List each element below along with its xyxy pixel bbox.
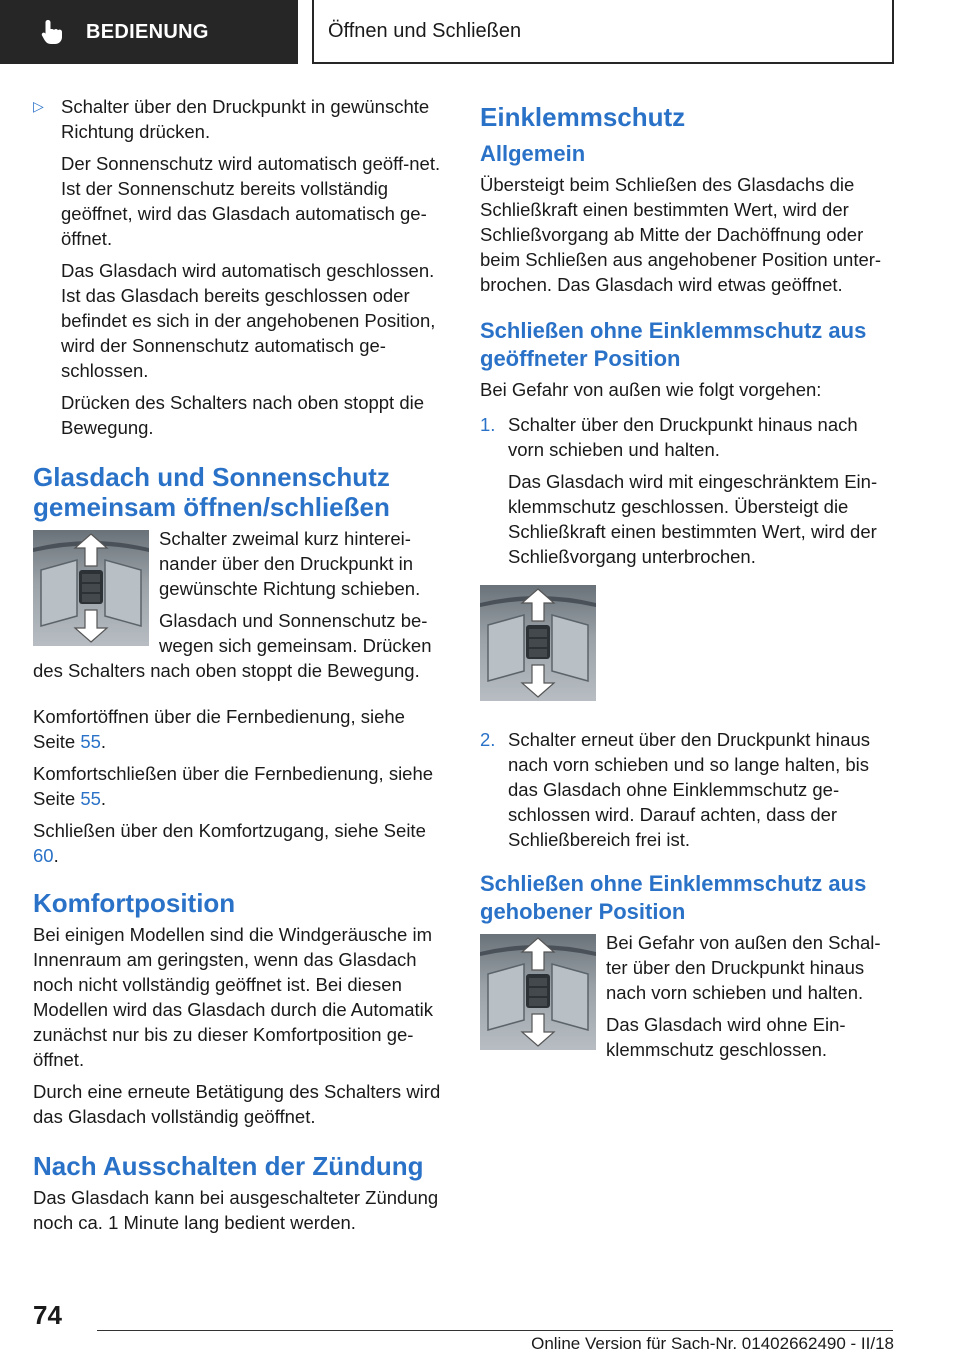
heading-geoeffnet: Schließen ohne Einklemmschutz aus geöffneter Position: [480, 318, 867, 371]
paragraph: Bei Gefahr von außen wie folgt vorgehen:: [480, 379, 822, 400]
chapter-box: [312, 0, 894, 64]
paragraph: Das Glasdach wird ohne Ein‐klemmschutz geschlossen.: [606, 1014, 846, 1060]
step-item: [480, 412, 898, 462]
step-number: 2.: [480, 729, 496, 750]
step-text: Schalter über den Druckpunkt hinaus nach vorn schieben und halten.: [508, 414, 858, 460]
page-link[interactable]: 55: [80, 788, 101, 809]
paragraph: Das Glasdach kann bei ausgeschalteter Zündung noch ca. 1 Minute lang bedient werden.: [33, 1187, 439, 1233]
page-link[interactable]: 60: [33, 845, 54, 866]
paragraph: Schalter zweimal kurz hinterei‐nander über den Druckpunkt in gewünschte Richtung schieben.: [159, 528, 421, 599]
footer-divider: [97, 1330, 893, 1331]
paragraph: Bei einigen Modellen sind die Windgeräusche im Innenraum am geringsten, wenn das Glasdach noch nicht vollständig geöffnet ist. Bei diesen Modellen wird das Glasdach durch die Automatik zunächst nur bis zu dieser Komfortposition ge‐öffnet.: [33, 924, 434, 1070]
paragraph: Das Glasdach wird mit eingeschränktem Ein‐klemmschutz geschlossen. Übersteigt die Schließkraft einen bestimmten Wert, wird der Schließvorgang unterbrochen.: [508, 471, 878, 567]
switch-image: [480, 585, 898, 707]
left-column: [33, 94, 448, 1242]
heading-einklemmschutz: Einklemmschutz: [480, 102, 686, 132]
section-title: BEDIENUNG: [86, 20, 209, 43]
switch-image: [33, 530, 149, 646]
step-number: 1.: [480, 414, 496, 435]
heading-gehoben: Schließen ohne Einklemmschutz aus gehobener Position: [480, 871, 867, 924]
switch-image: [480, 934, 596, 1050]
section-tab: [0, 0, 298, 64]
paragraph: Durch eine erneute Betätigung des Schalters wird das Glasdach vollständig geöffnet.: [33, 1081, 441, 1127]
step-text: Schalter erneut über den Druckpunkt hinaus nach vorn schieben und so lange halten, bis das Glasdach ohne Einklemmschutz ge‐schlossen wird. Darauf achten, dass der Schließbereich frei ist.: [508, 729, 870, 850]
page-link[interactable]: 55: [80, 731, 101, 752]
footer-text: Online Version für Sach-Nr. 01402662490 - II/18: [531, 1334, 894, 1353]
heading-zuendung: Nach Ausschalten der Zündung: [33, 1151, 424, 1181]
bullet-text: Schalter über den Druckpunkt in gewünschte Richtung drücken.: [61, 96, 430, 142]
triangle-bullet-icon: ▷: [33, 98, 44, 114]
bullet-item: [33, 94, 448, 144]
paragraph: Übersteigt beim Schließen des Glasdachs die Schließkraft einen bestimmten Wert, wird der Schließvorgang ab Mitte der Dachöffnung oder beim Schließen aus angehobener Position unter‐brochen. Das Glasdach wird etwas geöffnet.: [480, 174, 882, 295]
reference-line: Komfortschließen über die Fernbedienung, siehe Seite 55.: [33, 763, 434, 809]
heading-komfort: Komfortposition: [33, 888, 236, 918]
chapter-title: Öffnen und Schließen: [328, 19, 522, 42]
reference-line: Komfortöffnen über die Fernbedienung, siehe Seite 55.: [33, 706, 405, 752]
step-item: [480, 727, 898, 852]
paragraph: Der Sonnenschutz wird automatisch geöff‐net. Ist der Sonnenschutz bereits vollständig geöffnet, wird das Glasdach automatisch ge‐öffnet.: [61, 153, 441, 249]
heading-gemeinsam: Glasdach und Sonnenschutz gemeinsam öffnen/schließen: [33, 462, 390, 522]
paragraph: Drücken des Schalters nach oben stoppt die Bewegung.: [61, 392, 425, 438]
paragraph: Bei Gefahr von außen den Schal‐ter über den Druckpunkt hinaus nach vorn schieben und halten.: [606, 932, 881, 1003]
reference-line: Schließen über den Komfortzugang, siehe Seite 60.: [33, 820, 426, 866]
paragraph: Glasdach und Sonnenschutz be‐wegen sich gemeinsam. Drücken des Schalters nach oben stoppt die Bewegung.: [33, 610, 432, 681]
page-number: 74: [33, 1300, 62, 1330]
page-header: [0, 0, 960, 66]
right-column: [480, 94, 898, 1069]
heading-allgemein: Allgemein: [480, 141, 586, 166]
paragraph: Das Glasdach wird automatisch geschlossen. Ist das Glasdach bereits geschlossen oder befindet es sich in der angehobenen Position, wird der Sonnenschutz automatisch ge‐schlossen.: [61, 260, 436, 381]
pointing-hand-icon: [40, 18, 66, 46]
